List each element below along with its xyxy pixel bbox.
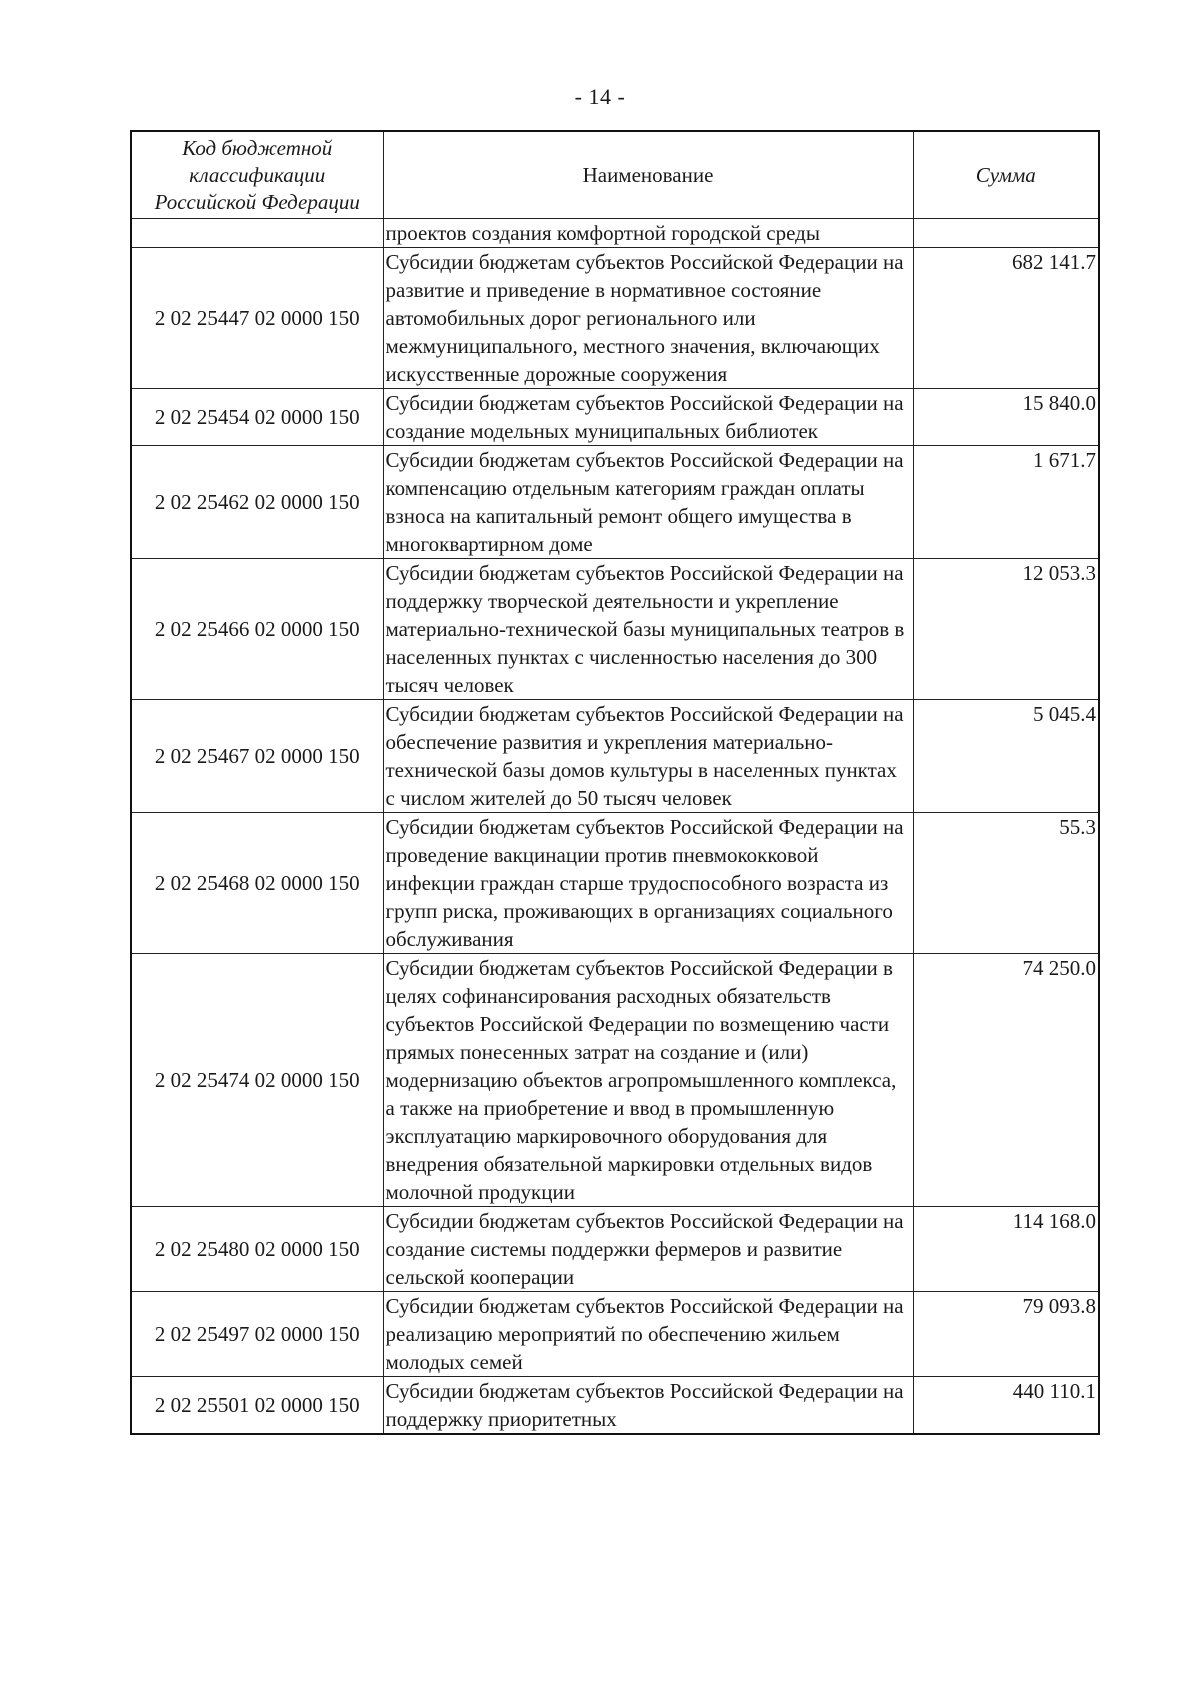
row-amount: 114 168.0 [913, 1207, 1099, 1292]
row-name: Субсидии бюджетам субъектов Российской Федерации в целях софинансирования расходных обязательств субъектов Российской Федерации по возмещению части прямых понесенных затрат на создание и (или) модернизацию объектов агропромышленного комплекса, а также на приобретение и ввод в промышленную эксплуатацию маркировочного оборудования для внедрения обязательной маркировки отдельных видов молочной продукции [383, 954, 913, 1207]
row-code: 2 02 25480 02 0000 150 [131, 1207, 383, 1292]
row-name: проектов создания комфортной городской среды [383, 219, 913, 248]
table-row [131, 1377, 1099, 1435]
table-header-row [131, 131, 1099, 219]
row-name: Субсидии бюджетам субъектов Российской Федерации на реализацию мероприятий по обеспечению жильем молодых семей [383, 1292, 913, 1377]
row-code: 2 02 25466 02 0000 150 [131, 559, 383, 700]
budget-classification-table [130, 130, 1100, 1435]
row-code [131, 219, 383, 248]
row-amount: 682 141.7 [913, 248, 1099, 389]
row-code: 2 02 25447 02 0000 150 [131, 248, 383, 389]
row-code: 2 02 25462 02 0000 150 [131, 446, 383, 559]
header-code: Код бюджетной классификации Российской Федерации [131, 131, 383, 219]
row-name: Субсидии бюджетам субъектов Российской Федерации на поддержку творческой деятельности и укрепление материально-технической базы муниципальных театров в населенных пунктах с численностью населения до 300 тысяч человек [383, 559, 913, 700]
row-amount [913, 219, 1099, 248]
row-code: 2 02 25467 02 0000 150 [131, 700, 383, 813]
row-name: Субсидии бюджетам субъектов Российской Федерации на создание системы поддержки фермеров и развитие сельской кооперации [383, 1207, 913, 1292]
table-row [131, 446, 1099, 559]
row-code: 2 02 25468 02 0000 150 [131, 813, 383, 954]
row-amount: 1 671.7 [913, 446, 1099, 559]
row-amount: 15 840.0 [913, 389, 1099, 446]
header-name: Наименование [383, 131, 913, 219]
row-amount: 12 053.3 [913, 559, 1099, 700]
row-amount: 5 045.4 [913, 700, 1099, 813]
page-number: - 14 - [574, 84, 626, 109]
row-code: 2 02 25474 02 0000 150 [131, 954, 383, 1207]
row-name: Субсидии бюджетам субъектов Российской Федерации на развитие и приведение в нормативное состояние автомобильных дорог регионального или межмуниципального, местного значения, включающих искусственные дорожные сооружения [383, 248, 913, 389]
table-row [131, 389, 1099, 446]
table-row [131, 700, 1099, 813]
row-name: Субсидии бюджетам субъектов Российской Федерации на обеспечение развития и укрепления материально-технической базы домов культуры в населенных пунктах с числом жителей до 50 тысяч человек [383, 700, 913, 813]
table-row [131, 813, 1099, 954]
row-amount: 55.3 [913, 813, 1099, 954]
row-code: 2 02 25497 02 0000 150 [131, 1292, 383, 1377]
table-row [131, 559, 1099, 700]
table-row [131, 954, 1099, 1207]
table-row [131, 1207, 1099, 1292]
row-code: 2 02 25501 02 0000 150 [131, 1377, 383, 1435]
table-row [131, 1292, 1099, 1377]
row-name: Субсидии бюджетам субъектов Российской Федерации на поддержку приоритетных [383, 1377, 913, 1435]
table-row [131, 248, 1099, 389]
row-name: Субсидии бюджетам субъектов Российской Федерации на проведение вакцинации против пневмококковой инфекции граждан старше трудоспособного возраста из групп риска, проживающих в организациях социального обслуживания [383, 813, 913, 954]
row-code: 2 02 25454 02 0000 150 [131, 389, 383, 446]
row-amount: 79 093.8 [913, 1292, 1099, 1377]
header-amount: Сумма [913, 131, 1099, 219]
row-name: Субсидии бюджетам субъектов Российской Федерации на компенсацию отдельным категориям граждан оплаты взноса на капитальный ремонт общего имущества в многоквартирном доме [383, 446, 913, 559]
row-amount: 440 110.1 [913, 1377, 1099, 1435]
row-amount: 74 250.0 [913, 954, 1099, 1207]
table-row [131, 219, 1099, 248]
row-name: Субсидии бюджетам субъектов Российской Федерации на создание модельных муниципальных библиотек [383, 389, 913, 446]
